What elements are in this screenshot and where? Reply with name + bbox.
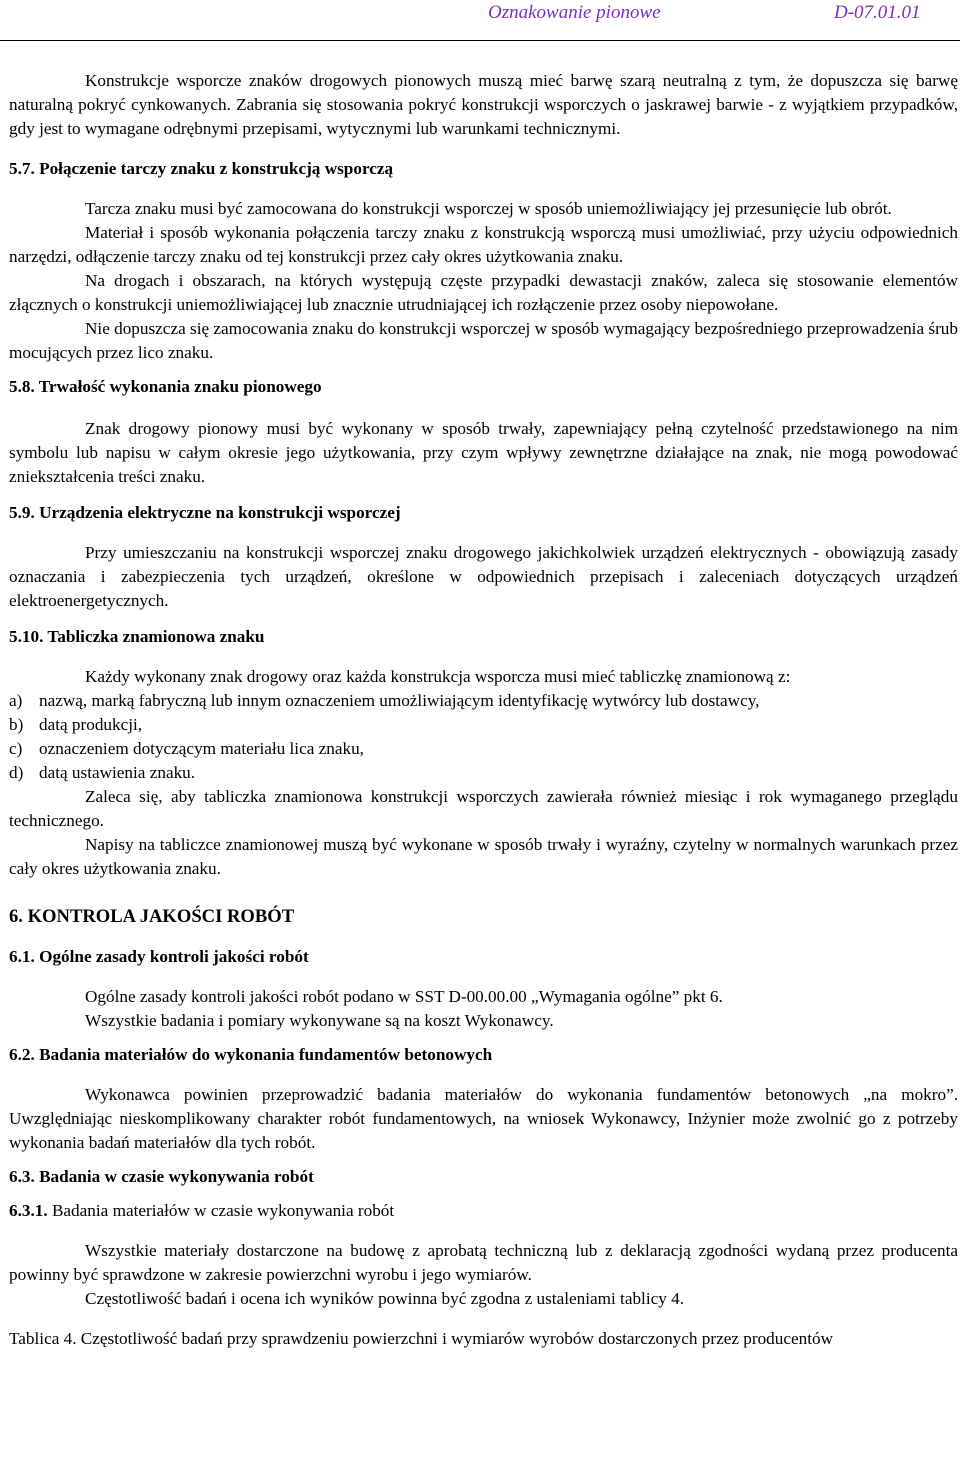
section-6-1-paragraph-2: Wszystkie badania i pomiary wykonywane są na koszt Wykonawcy. — [85, 1011, 554, 1030]
section-6-3-1-heading — [9, 1199, 958, 1223]
section-5-7-paragraph-4: Nie dopuszcza się zamocowania znaku do konstrukcji wsporczej w sposób wymagający bezpośredniego przeprowadzenia śrub mocujących przez lico znaku. — [9, 319, 958, 362]
list-item — [9, 737, 958, 761]
list-item-text: datą ustawienia znaku. — [39, 763, 196, 782]
section-6-2-paragraph-1: Wykonawca powinien przeprowadzić badania materiałów do wykonania fundamentów betonowych „na mokro”. Uwzględniając nieskomplikowany charakter robót fundamentowych, na wniosek Wykonawcy, Inżynier może zwolnić go z potrzeby wykonania badań materiałów dla tych robót. — [9, 1085, 958, 1152]
section-6-3-1-paragraph-1: Wszystkie materiały dostarczone na budowę z aprobatą techniczną lub z deklaracją zgodności wydaną przez producenta powinny być sprawdzone w zakresie powierzchni wyrobu i jego wymiarów. — [9, 1241, 958, 1284]
list-item-label: a) — [9, 691, 23, 710]
header-document-code: D-07.01.01 — [834, 2, 921, 23]
section-5-7-heading: 5.7. Połączenie tarczy znaku z konstrukcją wsporczą — [9, 159, 394, 178]
table-4-caption: Tablica 4. Częstotliwość badań przy sprawdzeniu powierzchni i wymiarów wyrobów dostarczonych przez producentów — [9, 1329, 834, 1348]
section-5-8-heading: 5.8. Trwałość wykonania znaku pionowego — [9, 377, 322, 396]
intro-paragraph: Konstrukcje wsporcze znaków drogowych pionowych muszą mieć barwę szarą neutralną z tym, że dopuszcza się barwę naturalną pokryć cynkowanych. Zabrania się stosowania pokryć konstrukcji wsporczych o jaskrawej barwie - z wyjątkiem przypadków, gdy jest to wymagane odrębnymi przepisami, wytycznymi lub warunkami technicznymi. — [9, 71, 958, 138]
list-item-text: datą produkcji, — [39, 715, 143, 734]
section-5-7-paragraph-2: Materiał i sposób wykonania połączenia tarczy znaku z konstrukcją wsporczą musi umożliwiać, przy użyciu odpowiednich narzędzi, odłączenie tarczy znaku od tej konstrukcji przez cały okres użytkowania znaku. — [9, 223, 958, 266]
section-5-7-paragraph-1: Tarcza znaku musi być zamocowana do konstrukcji wsporczej w sposób uniemożliwiający jej przesunięcie lub obrót. — [85, 199, 892, 218]
section-6-2-heading: 6.2. Badania materiałów do wykonania fundamentów betonowych — [9, 1045, 493, 1064]
section-5-9-heading: 5.9. Urządzenia elektryczne na konstrukcji wsporczej — [9, 503, 401, 522]
section-6-3-1-title: Badania materiałów w czasie wykonywania robót — [51, 1201, 395, 1220]
list-item-label: b) — [9, 715, 24, 734]
section-6-1-heading: 6.1. Ogólne zasady kontroli jakości robót — [9, 947, 309, 966]
document-body — [9, 69, 958, 1351]
section-5-9-paragraph-1: Przy umieszczaniu na konstrukcji wsporczej znaku drogowego jakichkolwiek urządzeń elektrycznych - obowiązują zasady oznaczania i zabezpieczenia tych urządzeń, określone w odpowiednich przepisach i zaleceniach dotyczących urządzeń elektroenergetycznych. — [9, 543, 958, 610]
list-item-text: oznaczeniem dotyczącym materiału lica znaku, — [39, 739, 364, 758]
header-title: Oznakowanie pionowe — [488, 2, 661, 23]
section-5-10-paragraph-1: Każdy wykonany znak drogowy oraz każda konstrukcja wsporcza musi mieć tabliczkę znamionową z: — [85, 667, 791, 686]
list-item-label: c) — [9, 739, 23, 758]
section-6-3-1-paragraph-2: Częstotliwość badań i ocena ich wyników powinna być zgodna z ustaleniami tablicy 4. — [85, 1289, 685, 1308]
section-5-10-paragraph-3: Napisy na tabliczce znamionowej muszą być wykonane w sposób trwały i wyraźny, czytelny w normalnych warunkach przez cały okres użytkowania znaku. — [9, 835, 958, 878]
section-5-7-paragraph-3: Na drogach i obszarach, na których występują częste przypadki dewastacji znaków, zaleca się stosowanie elementów złącznych o konstrukcji uniemożliwiającej lub znacznie utrudniającej ich rozłączenie przez osoby niepowołane. — [9, 271, 958, 314]
section-5-8-paragraph-1: Znak drogowy pionowy musi być wykonany w sposób trwały, zapewniający pełną czytelność przedstawionego na nim symbolu lub napisu w całym okresie jego użytkowania, przy czym wpływy zewnętrzne działające na znak, nie mogą powodować zniekształcenia treści znaku. — [9, 419, 958, 486]
page-header — [0, 0, 960, 41]
section-6-1-paragraph-1: Ogólne zasady kontroli jakości robót podano w SST D-00.00.00 „Wymagania ogólne” pkt 6. — [85, 987, 723, 1006]
chapter-6-heading: 6. KONTROLA JAKOŚCI ROBÓT — [9, 906, 295, 927]
list-item — [9, 713, 958, 737]
section-6-3-heading: 6.3. Badania w czasie wykonywania robót — [9, 1167, 314, 1186]
list-item — [9, 761, 958, 785]
list-item-label: d) — [9, 763, 24, 782]
section-6-3-1-number: 6.3.1. — [9, 1201, 48, 1220]
list-item — [9, 689, 958, 713]
list-item-text: nazwą, marką fabryczną lub innym oznaczeniem umożliwiającym identyfikację wytwórcy lub dostawcy, — [39, 691, 760, 710]
nameplate-list — [9, 689, 958, 785]
section-5-10-paragraph-2: Zaleca się, aby tabliczka znamionowa konstrukcji wsporczych zawierała również miesiąc i rok wymaganego przeglądu technicznego. — [9, 787, 958, 830]
section-5-10-heading: 5.10. Tabliczka znamionowa znaku — [9, 627, 265, 646]
